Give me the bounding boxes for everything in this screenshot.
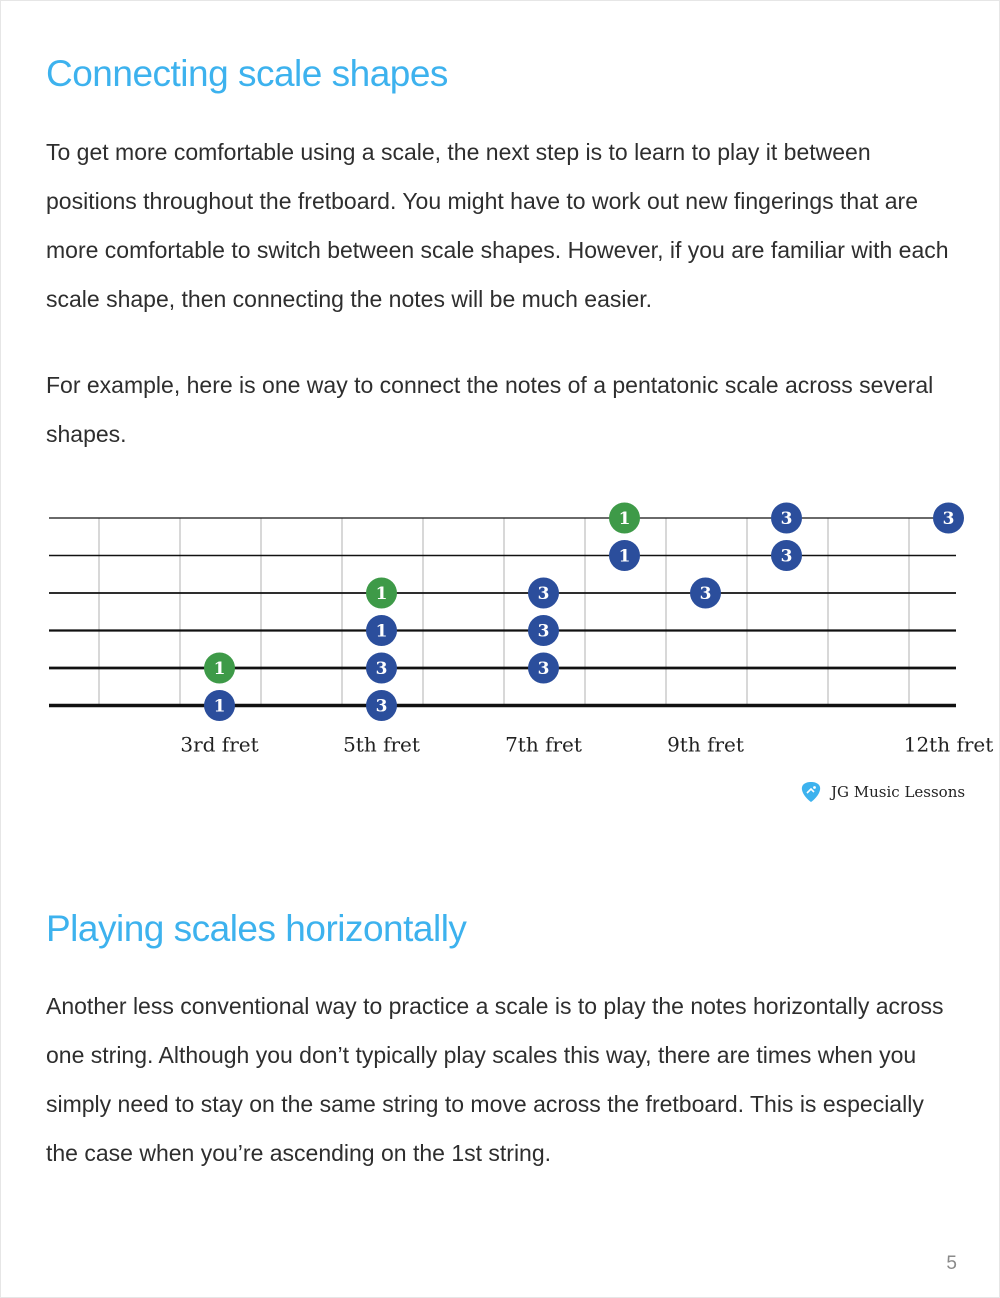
paragraph-connecting-intro: To get more comfortable using a scale, the next step is to learn to play it between positions throughout the fretboard. You might have to work out new fingerings that are more comfortable to switch between scale shapes. However, if you are familiar with each scale shape, then connecting the notes will be much easier. (46, 139, 949, 312)
fret-label: 3rd fret (180, 732, 259, 757)
note-finger-label: 3 (537, 584, 550, 604)
note-marker (771, 503, 802, 534)
jg-music-lessons-logo (799, 779, 965, 805)
note-finger-label: 3 (537, 621, 550, 642)
note-marker (609, 503, 640, 534)
note-finger-label: 1 (213, 659, 226, 679)
section-heading-horizontal: Playing scales horizontally (46, 908, 467, 949)
note-finger-label: 1 (618, 509, 631, 529)
guitar-pick-icon (799, 780, 823, 804)
note-marker (366, 578, 397, 609)
note-marker (366, 690, 397, 721)
note-marker (528, 615, 559, 646)
note-marker (204, 653, 235, 684)
fretboard-diagram (1, 496, 1000, 776)
note-marker (528, 578, 559, 609)
section-heading-connecting: Connecting scale shapes (46, 53, 448, 94)
note-finger-label: 1 (618, 546, 631, 567)
note-finger-label: 3 (942, 509, 955, 529)
note-marker (204, 690, 235, 721)
string-lines (49, 518, 956, 706)
fret-label: 5th fret (343, 732, 420, 757)
paragraph-horizontal: Another less conventional way to practice a scale is to play the notes horizontally across one string. Although you don’t typically play scales this way, there are times when you simply need to stay on the same string to move across the fretboard. This is especially the case when you’re ascending on the 1st string. (46, 993, 944, 1166)
note-finger-label: 3 (780, 509, 793, 529)
note-finger-label: 3 (699, 584, 712, 604)
note-markers (204, 503, 964, 722)
note-finger-label: 1 (375, 621, 388, 642)
page-number: 5 (946, 1253, 957, 1274)
logo-text: JG Music Lessons (831, 783, 966, 801)
note-marker (366, 615, 397, 646)
fret-label: 12th fret (903, 732, 994, 757)
note-marker (528, 653, 559, 684)
fret-label: 9th fret (667, 732, 744, 757)
fret-labels (180, 733, 993, 757)
note-finger-label: 3 (780, 546, 793, 567)
note-finger-label: 3 (375, 659, 388, 679)
note-finger-label: 3 (537, 659, 550, 679)
fret-label: 7th fret (505, 732, 582, 757)
note-finger-label: 3 (375, 696, 388, 717)
note-marker (771, 540, 802, 571)
note-finger-label: 1 (375, 584, 388, 604)
note-marker (690, 578, 721, 609)
note-marker (366, 653, 397, 684)
paragraph-connecting-example: For example, here is one way to connect the notes of a pentatonic scale across several shapes. (46, 372, 934, 447)
note-finger-label: 1 (213, 696, 226, 717)
note-marker (933, 503, 964, 534)
note-marker (609, 540, 640, 571)
